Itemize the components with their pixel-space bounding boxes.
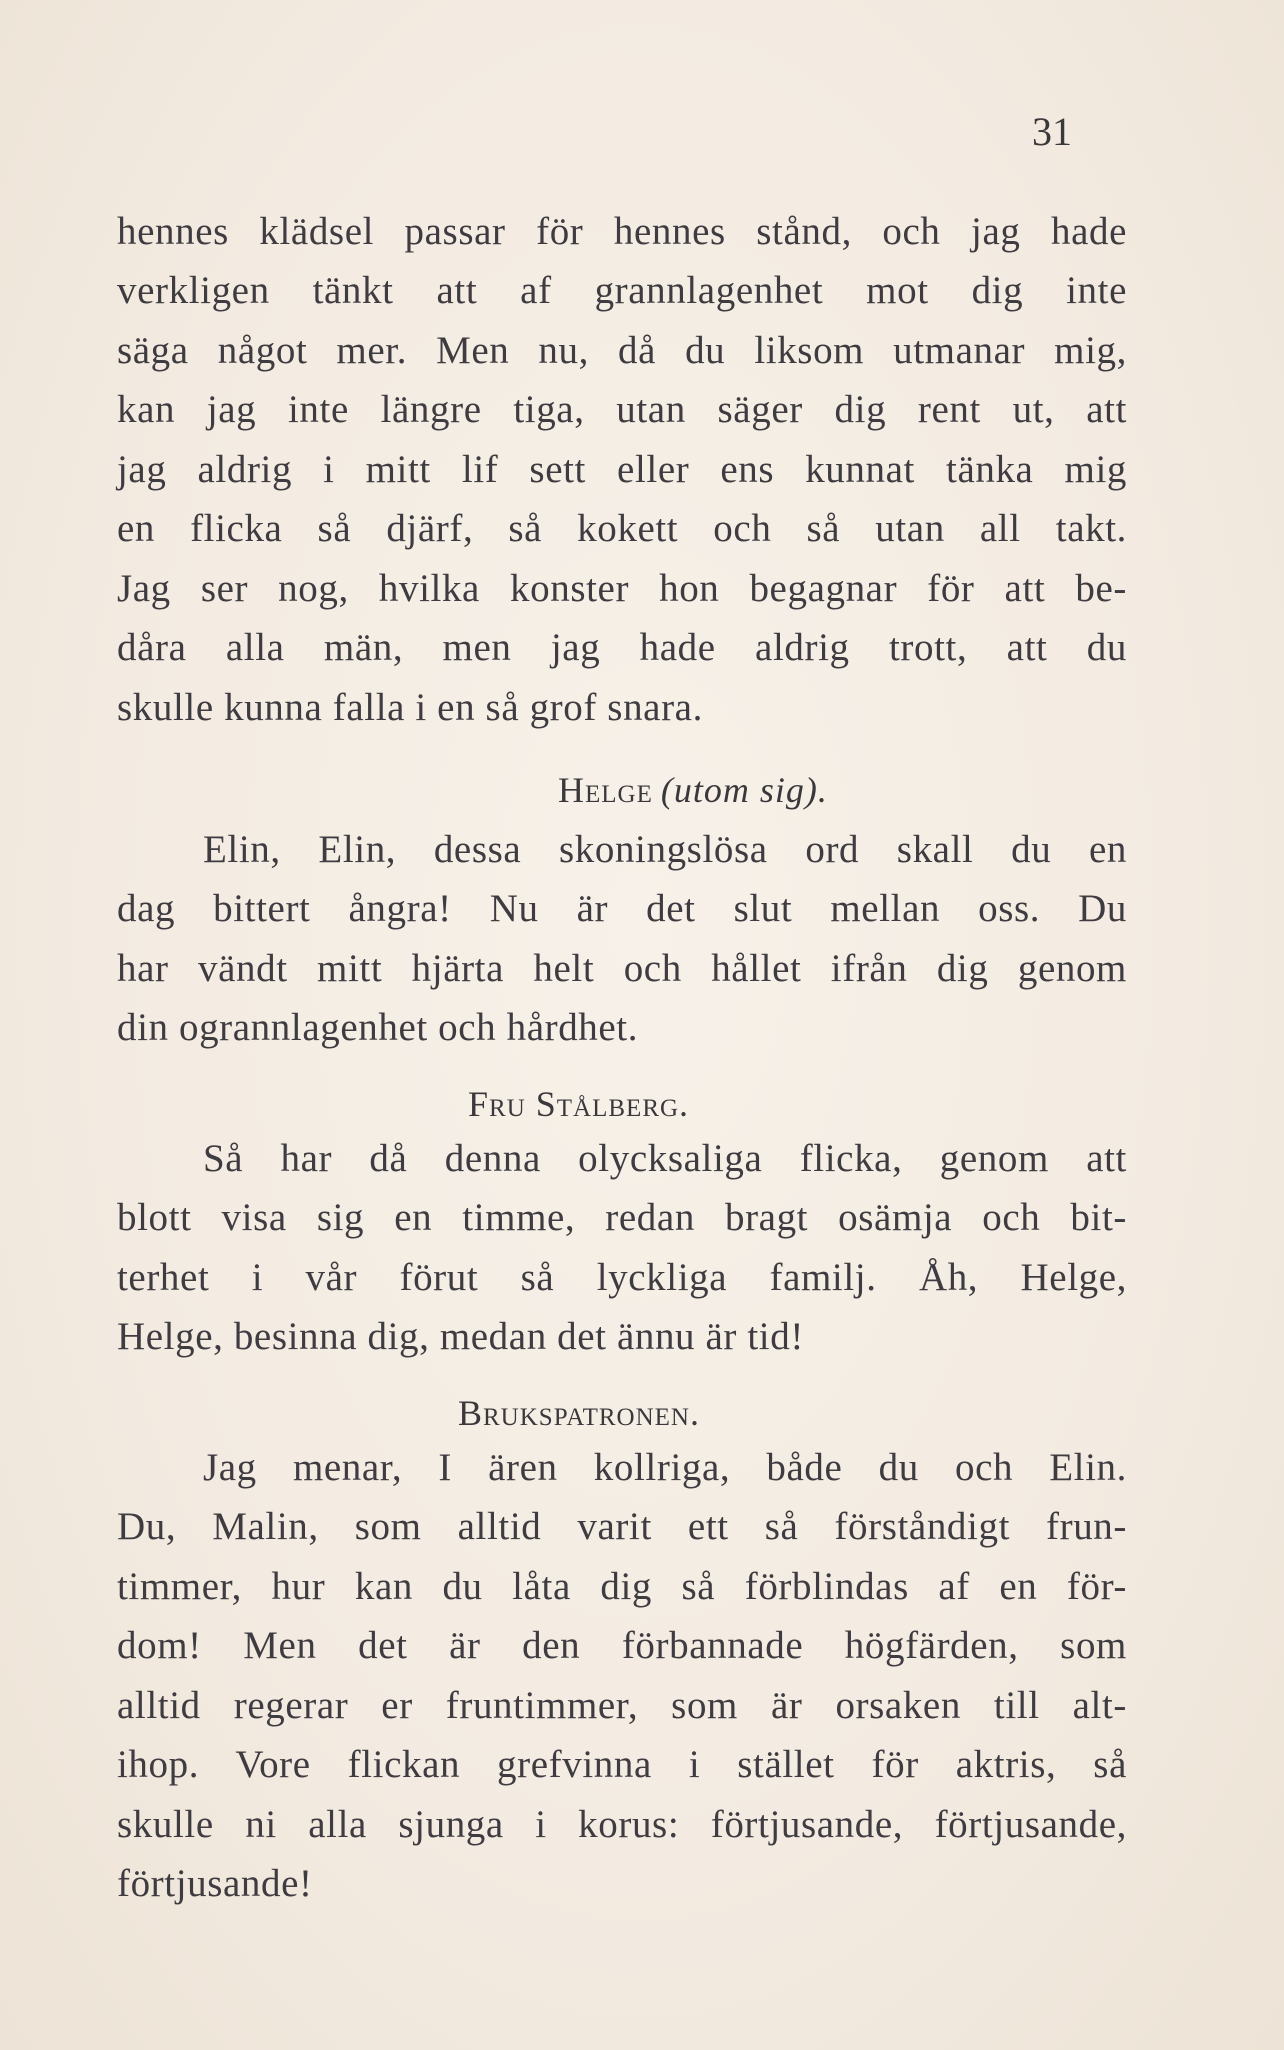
text-line: skulle ni alla sjunga i korus: förtjusande, förtjusande, <box>117 1803 1127 1846</box>
speaker-name: Helge <box>558 770 653 810</box>
speaker-heading-fru-stalberg <box>468 1086 689 1122</box>
speaker-name: Brukspatronen. <box>458 1393 700 1433</box>
text-line: verkligen tänkt att af grannlagenhet mot dig inte <box>117 269 1127 312</box>
text-line: timmer, hur kan du låta dig så förblindas af en för- <box>117 1565 1127 1608</box>
speaker-heading-helge <box>558 772 828 808</box>
text-line: dag bittert ångra! Nu är det slut mellan oss. Du <box>117 887 1127 930</box>
text-line: din ogrannlagenhet och hårdhet. <box>117 1006 639 1049</box>
text-line: Helge, besinna dig, medan det ännu är tid! <box>117 1315 804 1358</box>
text-line: har vändt mitt hjärta helt och hållet ifrån dig genom <box>117 947 1127 990</box>
text-line: terhet i vår förut så lyckliga familj. Åh, Helge, <box>117 1256 1127 1299</box>
text-line: ihop. Vore flickan grefvinna i stället för aktris, så <box>117 1743 1127 1786</box>
text-line: blott visa sig en timme, redan bragt osämja och bit- <box>117 1196 1127 1239</box>
stage-direction: (utom sig). <box>660 770 828 810</box>
text-line: en flicka så djärf, så kokett och så utan all takt. <box>117 507 1127 550</box>
text-line: dom! Men det är den förbannade högfärden, som <box>117 1624 1127 1667</box>
text-line: hennes klädsel passar för hennes stånd, och jag hade <box>117 210 1127 253</box>
text-line: kan jag inte längre tiga, utan säger dig rent ut, att <box>117 388 1127 431</box>
text-line: säga något mer. Men nu, då du liksom utmanar mig, <box>117 329 1127 372</box>
text-line: Så har då denna olycksaliga flicka, genom att <box>203 1137 1127 1180</box>
speaker-name: Fru Stålberg. <box>468 1084 690 1124</box>
text-line: Du, Malin, som alltid varit ett så förståndigt frun- <box>117 1505 1127 1548</box>
speaker-heading-brukspatronen <box>458 1395 700 1431</box>
text-line: skulle kunna falla i en så grof snara. <box>117 686 703 729</box>
page-number: 31 <box>1032 109 1072 154</box>
text-line: Elin, Elin, dessa skoningslösa ord skall du en <box>203 828 1127 871</box>
text-line: Jag menar, I ären kollriga, både du och Elin. <box>203 1446 1127 1489</box>
text-line: förtjusande! <box>117 1862 313 1905</box>
text-line: Jag ser nog, hvilka konster hon begagnar för att be- <box>117 567 1127 610</box>
text-line: dåra alla män, men jag hade aldrig trott, att du <box>117 626 1127 669</box>
text-line: alltid regerar er fruntimmer, som är orsaken till alt- <box>117 1684 1127 1727</box>
text-line: jag aldrig i mitt lif sett eller ens kunnat tänka mig <box>117 448 1127 491</box>
